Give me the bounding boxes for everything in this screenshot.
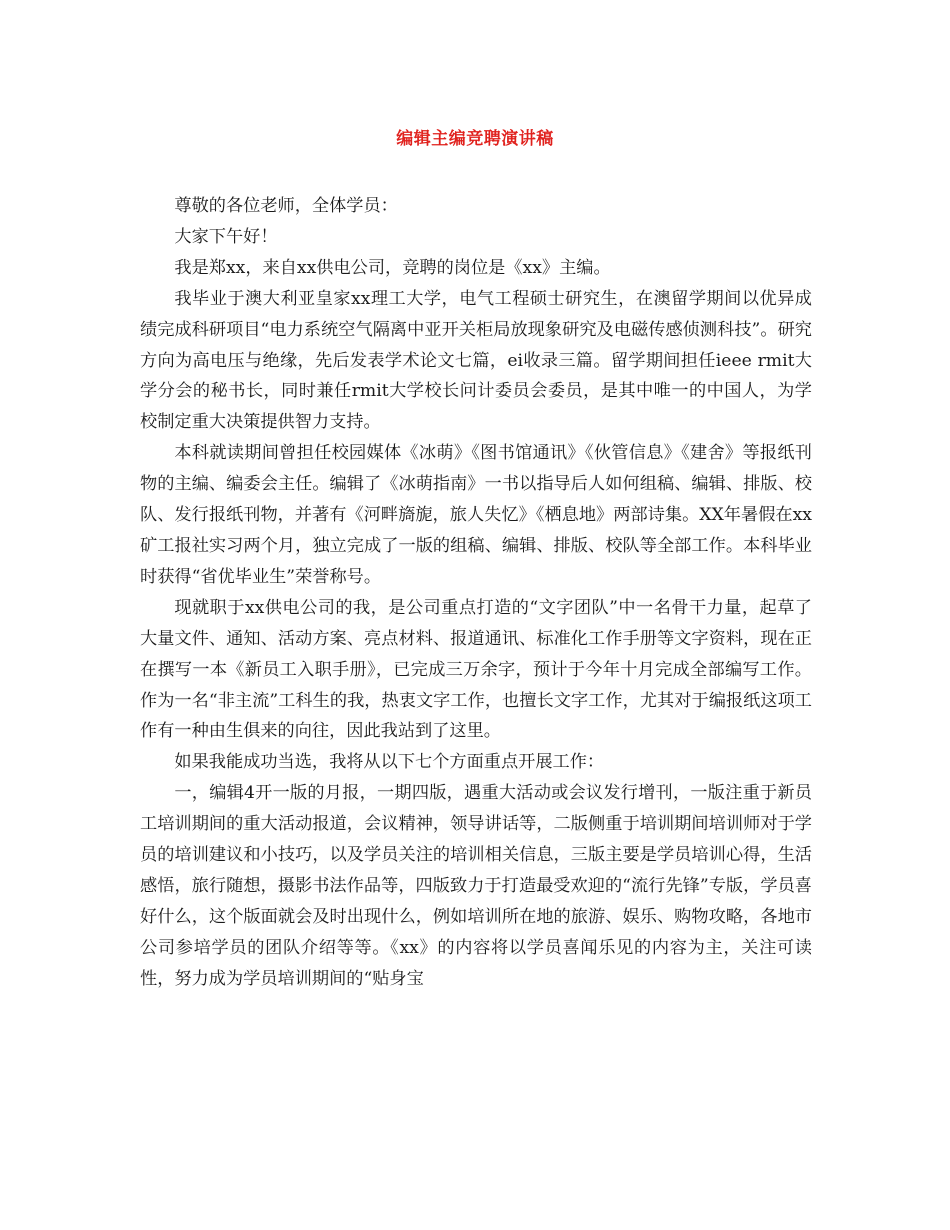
paragraph-education: 我毕业于澳大利亚皇家xx理工大学，电气工程硕士研究生，在澳留学期间以优异成绩完成科研项目“电力系统空气隔离中亚开关柜局放现象研究及电磁传感侦测科技”。研究方向为高电压与绝缘，先后发表学术论文七篇，ei收录三篇。留学期间担任ieee rmit大学分会的秘书长，同时兼任rmit大学校长问计委员会委员，是其中唯一的中国人，为学校制定重大决策提供智力支持。 — [140, 288, 812, 433]
paragraph-plan-item-1: 一，编辑4开一版的月报，一期四版，遇重大活动或会议发行增刊，一版注重于新员工培训期间的重大活动报道，会议精神，领导讲话等，二版侧重于培训期间培训师对于学员的培训建议和小技巧，以及学员关注的培训相关信息，三版主要是学员培训心得，生活感悟，旅行随想，摄影书法作品等，四版致力于打造最受欢迎的“流行先锋”专版，学员喜好什么，这个版面就会及时出现什么，例如培训所在地的旅游、娱乐、购物攻略，各地市公司参培学员的团队介绍等等。《xx》的内容将以学员喜闻乐见的内容为主，关注可读性，努力成为学员培训期间的“贴身宝 — [140, 783, 812, 989]
paragraph-greeting: 大家下午好！ — [174, 226, 278, 247]
paragraph-plan-intro: 如果我能成功当选，我将从以下七个方面重点开展工作： — [174, 752, 605, 773]
document-title: 编辑主编竞聘演讲稿 — [396, 129, 554, 149]
paragraph-salutation: 尊敬的各位老师，全体学员： — [174, 196, 398, 216]
document-body — [140, 191, 812, 995]
paragraph-undergraduate-experience: 本科就读期间曾担任校园媒体《冰萌》《图书馆通讯》《伙管信息》《建舍》等报纸刊物的主编、编委会主任。编辑了《冰萌指南》一书以指导后人如何组稿、编辑、排版、校队、发行报纸刊物，并著有《河畔旖旎，旅人失忆》《栖息地》两部诗集。XX年暑假在xx矿工报社实习两个月，独立完成了一版的组稿、编辑、排版、校队等全部工作。本科毕业时获得“省优毕业生”荣誉称号。 — [140, 443, 812, 587]
paragraph-introduction: 我是郑xx，来自xx供电公司，竞聘的岗位是《xx》主编。 — [174, 257, 611, 278]
paragraph-current-job: 现就职于xx供电公司的我，是公司重点打造的“文字团队”中一名骨干力量，起草了大量文件、通知、活动方案、亮点材料、报道通讯、标准化工作手册等文字资料，现在正在撰写一本《新员工入职手册》，已完成三万余字，预计于今年十月完成全部编写工作。作为一名“非主流”工科生的我，热衷文字工作，也擅长文字工作，尤其对于编报纸这项工作有一种由生俱来的向往，因此我站到了这里。 — [140, 597, 812, 742]
